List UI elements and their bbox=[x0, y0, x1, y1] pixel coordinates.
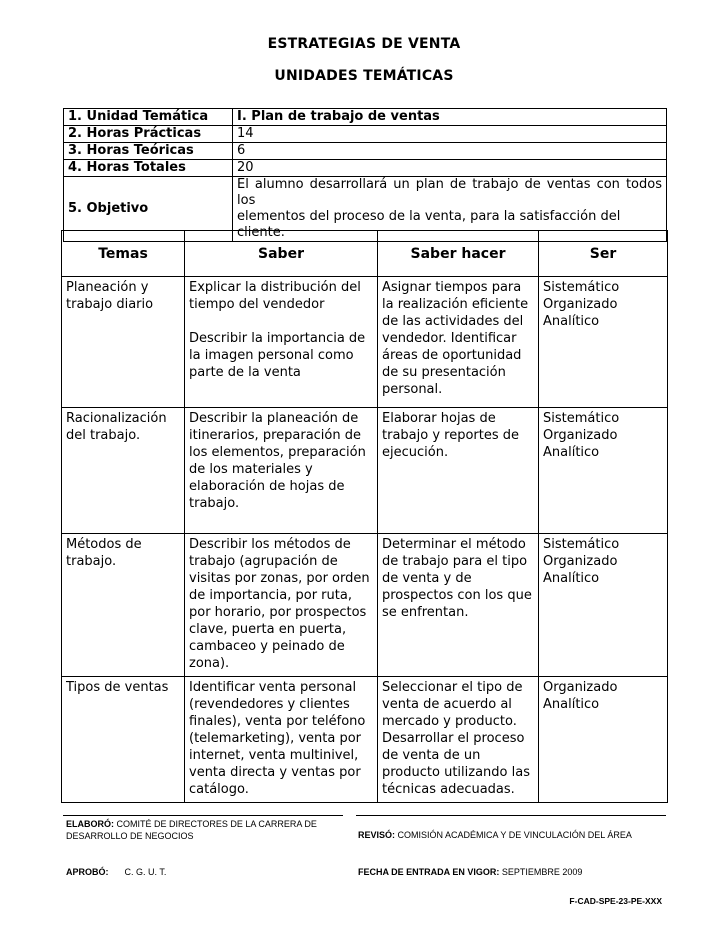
ser-item: Organizado bbox=[543, 680, 618, 695]
ser-item: Sistemático bbox=[543, 411, 620, 426]
ser-item: Analítico bbox=[543, 314, 600, 329]
cell-ser bbox=[539, 277, 668, 408]
footer-aprobo bbox=[66, 866, 166, 878]
info-value: 14 bbox=[233, 126, 667, 143]
cell-saber-hacer: Asignar tiempos para la realización eficiente de las actividades del vendedor. Identificar áreas de oportunidad de su presentación personal. bbox=[378, 277, 539, 408]
table-row bbox=[62, 408, 668, 534]
table-row bbox=[62, 534, 668, 677]
info-table bbox=[63, 108, 667, 242]
ser-item: Organizado bbox=[543, 428, 618, 443]
footer-reviso bbox=[358, 829, 632, 841]
ser-item: Analítico bbox=[543, 445, 600, 460]
info-row bbox=[64, 109, 667, 126]
fecha-label: FECHA DE ENTRADA EN VIGOR: bbox=[358, 867, 500, 877]
document-title: ESTRATEGIAS DE VENTA bbox=[267, 36, 461, 52]
ser-item: Organizado bbox=[543, 297, 618, 312]
competencies-table bbox=[61, 230, 668, 803]
cell-temas: Tipos de ventas bbox=[62, 677, 185, 803]
info-key: 4. Horas Totales bbox=[64, 160, 233, 177]
cell-saber-hacer: Determinar el método de trabajo para el tipo de venta y de prospectos con los que se enfrentan. bbox=[378, 534, 539, 677]
ser-item: Analítico bbox=[543, 571, 600, 586]
column-header-temas: Temas bbox=[62, 231, 185, 277]
document-subtitle: UNIDADES TEMÁTICAS bbox=[274, 68, 454, 84]
info-key: 5. Objetivo bbox=[64, 177, 233, 242]
info-value: 20 bbox=[233, 160, 667, 177]
elaboro-label: ELABORÓ: bbox=[66, 819, 114, 829]
objective-line: elementos del proceso de la venta, para la satisfacción del cliente. bbox=[237, 209, 621, 240]
cell-temas: Métodos de trabajo. bbox=[62, 534, 185, 677]
ser-item: Sistemático bbox=[543, 280, 620, 295]
cell-ser bbox=[539, 534, 668, 677]
cell-ser bbox=[539, 677, 668, 803]
ser-item: Sistemático bbox=[543, 537, 620, 552]
info-value: 6 bbox=[233, 143, 667, 160]
footer-elaboro bbox=[66, 818, 346, 842]
table-header-row bbox=[62, 231, 668, 277]
aprobo-label: APROBÓ: bbox=[66, 867, 109, 877]
ser-item: Analítico bbox=[543, 697, 600, 712]
cell-saber: Identificar venta personal (revendedores y clientes finales), venta por teléfono (telemarketing), venta por internet, venta multinivel, venta directa y ventas por catálogo. bbox=[185, 677, 378, 803]
ser-item: Organizado bbox=[543, 554, 618, 569]
cell-saber bbox=[185, 277, 378, 408]
column-header-saber-hacer: Saber hacer bbox=[378, 231, 539, 277]
document-code: F-CAD-SPE-23-PE-XXX bbox=[569, 896, 662, 906]
column-header-ser: Ser bbox=[539, 231, 668, 277]
cell-saber: Describir los métodos de trabajo (agrupación de visitas por zonas, por orden de importancia, por ruta, por horario, por prospectos clave, puerta en puerta, cambaceo y peinado de zona). bbox=[185, 534, 378, 677]
footer-fecha bbox=[358, 866, 582, 878]
cell-ser bbox=[539, 408, 668, 534]
aprobo-value: C. G. U. T. bbox=[124, 867, 167, 877]
info-key: 2. Horas Prácticas bbox=[64, 126, 233, 143]
info-key: 3. Horas Teóricas bbox=[64, 143, 233, 160]
info-row bbox=[64, 126, 667, 143]
footer-divider bbox=[63, 815, 343, 816]
saber-item: Describir la importancia de la imagen personal como parte de la venta bbox=[189, 331, 366, 380]
table-row bbox=[62, 277, 668, 408]
reviso-label: REVISÓ: bbox=[358, 830, 396, 840]
fecha-value: SEPTIEMBRE 2009 bbox=[501, 867, 583, 877]
objective-line: El alumno desarrollará un plan de trabajo de ventas con todos los bbox=[237, 177, 662, 208]
cell-saber-hacer: Seleccionar el tipo de venta de acuerdo al mercado y producto. Desarrollar el proceso de venta de un producto utilizando las técnicas adecuadas. bbox=[378, 677, 539, 803]
elaboro-value: COMITÉ DE DIRECTORES DE LA CARRERA DE DESARROLLO DE NEGOCIOS bbox=[66, 819, 317, 841]
cell-saber: Describir la planeación de itinerarios, preparación de los elementos, preparación de los materiales y elaboración de hojas de trabajo. bbox=[185, 408, 378, 534]
saber-item: Explicar la distribución del tiempo del vendedor bbox=[189, 280, 361, 312]
column-header-saber: Saber bbox=[185, 231, 378, 277]
cell-temas: Racionalización del trabajo. bbox=[62, 408, 185, 534]
cell-saber-hacer: Elaborar hojas de trabajo y reportes de ejecución. bbox=[378, 408, 539, 534]
info-value: I. Plan de trabajo de ventas bbox=[233, 109, 667, 126]
reviso-value: COMISIÓN ACADÉMICA Y DE VINCULACIÓN DEL ÁREA bbox=[397, 830, 632, 840]
info-key: 1. Unidad Temática bbox=[64, 109, 233, 126]
info-row bbox=[64, 143, 667, 160]
info-row bbox=[64, 160, 667, 177]
table-row bbox=[62, 677, 668, 803]
cell-temas: Planeación y trabajo diario bbox=[62, 277, 185, 408]
footer-divider bbox=[356, 815, 666, 816]
